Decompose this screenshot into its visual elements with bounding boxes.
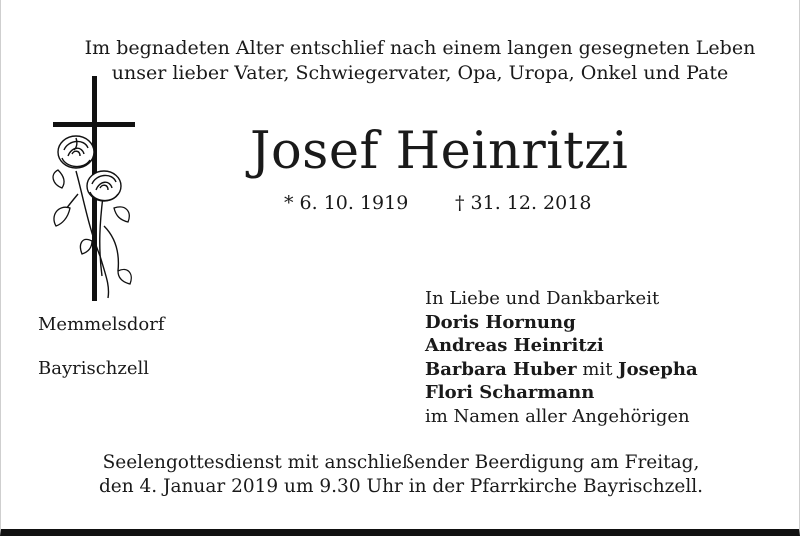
mourner-name: Josepha (618, 358, 698, 380)
mourner-name: Flori Scharmann (425, 382, 595, 403)
mourner-connector: mit (576, 358, 619, 380)
death-date: † 31. 12. 2018 (455, 192, 592, 214)
service-line-2: den 4. Januar 2019 um 9.30 Uhr in der Pfarrkirche Bayrischzell. (98, 476, 704, 497)
rose-upper (58, 136, 94, 168)
rose-lower (87, 171, 121, 201)
place-bayrischzell: Bayrischzell (38, 358, 150, 379)
intro-line-2: unser lieber Vater, Schwiegervater, Opa, Uropa, Onkel und Pate (111, 62, 729, 84)
mourner-line-3 (425, 358, 698, 382)
cross-horizontal-bar (53, 122, 135, 127)
place-memmelsdorf: Memmelsdorf (38, 314, 165, 335)
cross-with-roses-icon (48, 76, 148, 306)
mourner-name: Andreas Heinritzi (425, 335, 604, 356)
mourners-block (425, 287, 698, 428)
deceased-name: Josef Heinritzi (250, 122, 629, 181)
intro-line-1: Im begnadeten Alter entschlief nach einem langen gesegneten Leben (84, 37, 756, 59)
birth-date: * 6. 10. 1919 (284, 192, 409, 214)
mourner-name: Doris Hornung (425, 311, 576, 333)
service-info (0, 451, 800, 499)
mourners-closing: im Namen aller Angehörigen (425, 405, 690, 427)
mourner-name: Barbara Huber (425, 358, 577, 380)
mourners-intro: In Liebe und Dankbarkeit (425, 288, 660, 309)
service-line-1: Seelengottesdienst mit anschließender Beerdigung am Freitag, (102, 452, 700, 473)
